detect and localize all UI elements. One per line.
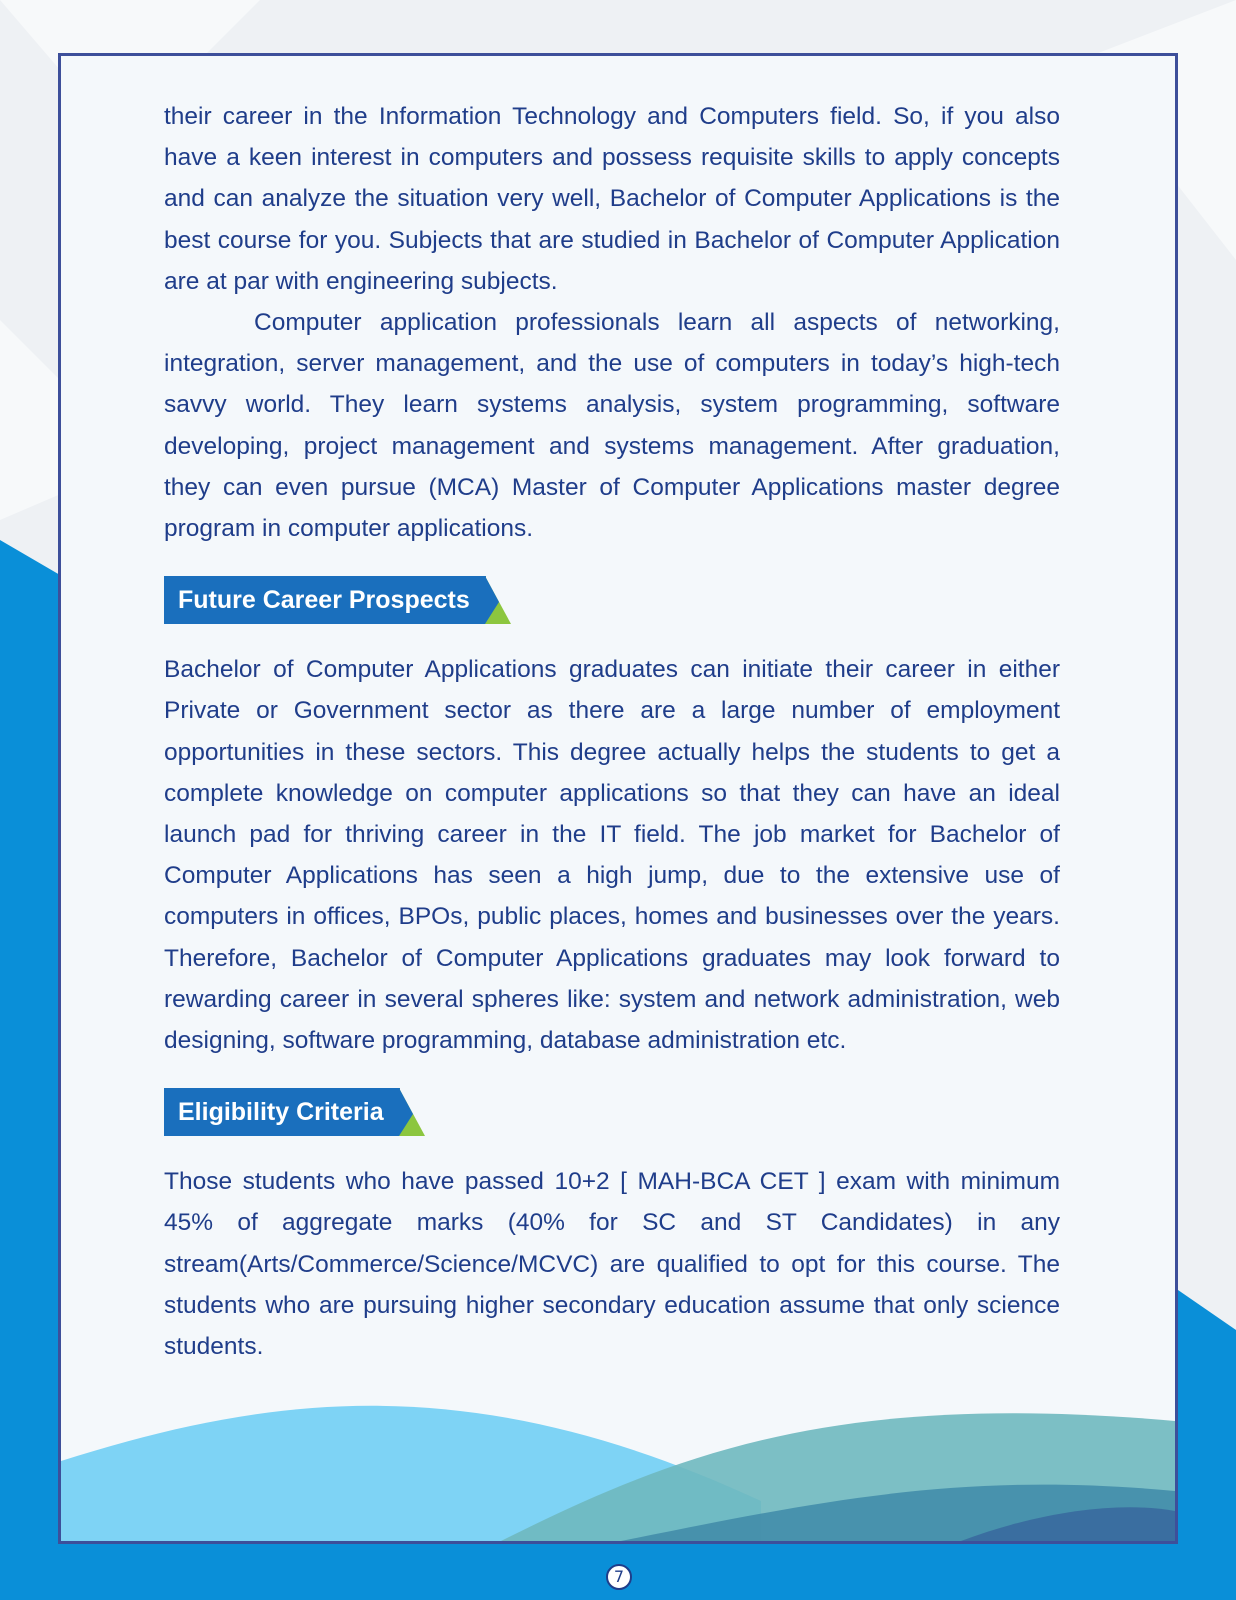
intro-paragraph: Computer application professionals learn all aspects of networking, integration, server management, and the use of computers in today’s high-tech savvy world. They learn systems analysis, system programming, software developing, project management and systems management. After graduation, they can even pursue (MCA) Master of Computer Applications master degree program in computer applications. xyxy=(164,309,1060,543)
decorative-waves xyxy=(61,1351,1175,1541)
document-content xyxy=(164,96,1060,1367)
heading-career-prospects: Future Career Prospects xyxy=(164,576,486,624)
intro-paragraph: their career in the Information Technology and Computers field. So, if you also have a keen interest in computers and possess requisite skills to apply concepts and can analyze the situation very well, Bachelor of Computer Applications is the best course for you. Subjects that are studied in Bachelor of Computer Application are at par with engineering subjects. xyxy=(164,103,1060,295)
heading-accent-tab xyxy=(399,1088,425,1136)
section-body-career: Bachelor of Computer Applications graduates can initiate their career in either Private or Government sector as there are a large number of employment opportunities in these sectors. This degree actually helps the students to get a complete knowledge on computer applications so that they can have an ideal launch pad for thriving career in the IT field. The job market for Bachelor of Computer Applications has seen a high jump, due to the extensive use of computers in offices, BPOs, public places, homes and businesses over the years. Therefore, Bachelor of Computer Applications graduates may look forward to rewarding career in several spheres like: system and network administration, web designing, software programming, database administration etc. xyxy=(164,656,1060,1055)
page-number: 7 xyxy=(606,1564,632,1590)
section-heading-eligibility xyxy=(164,1088,1060,1136)
heading-accent-tab xyxy=(485,576,511,624)
section-body-eligibility: Those students who have passed 10+2 [ MAH-BCA CET ] exam with minimum 45% of aggregate marks (40% for SC and ST Candidates) in any stream(Arts/Commerce/Science/MCVC) are qualified to opt for this course. The students who are pursuing higher secondary education assume that only science students. xyxy=(164,1168,1060,1361)
page-frame xyxy=(58,53,1178,1544)
section-heading-career xyxy=(164,576,1060,624)
heading-eligibility-criteria: Eligibility Criteria xyxy=(164,1088,400,1136)
